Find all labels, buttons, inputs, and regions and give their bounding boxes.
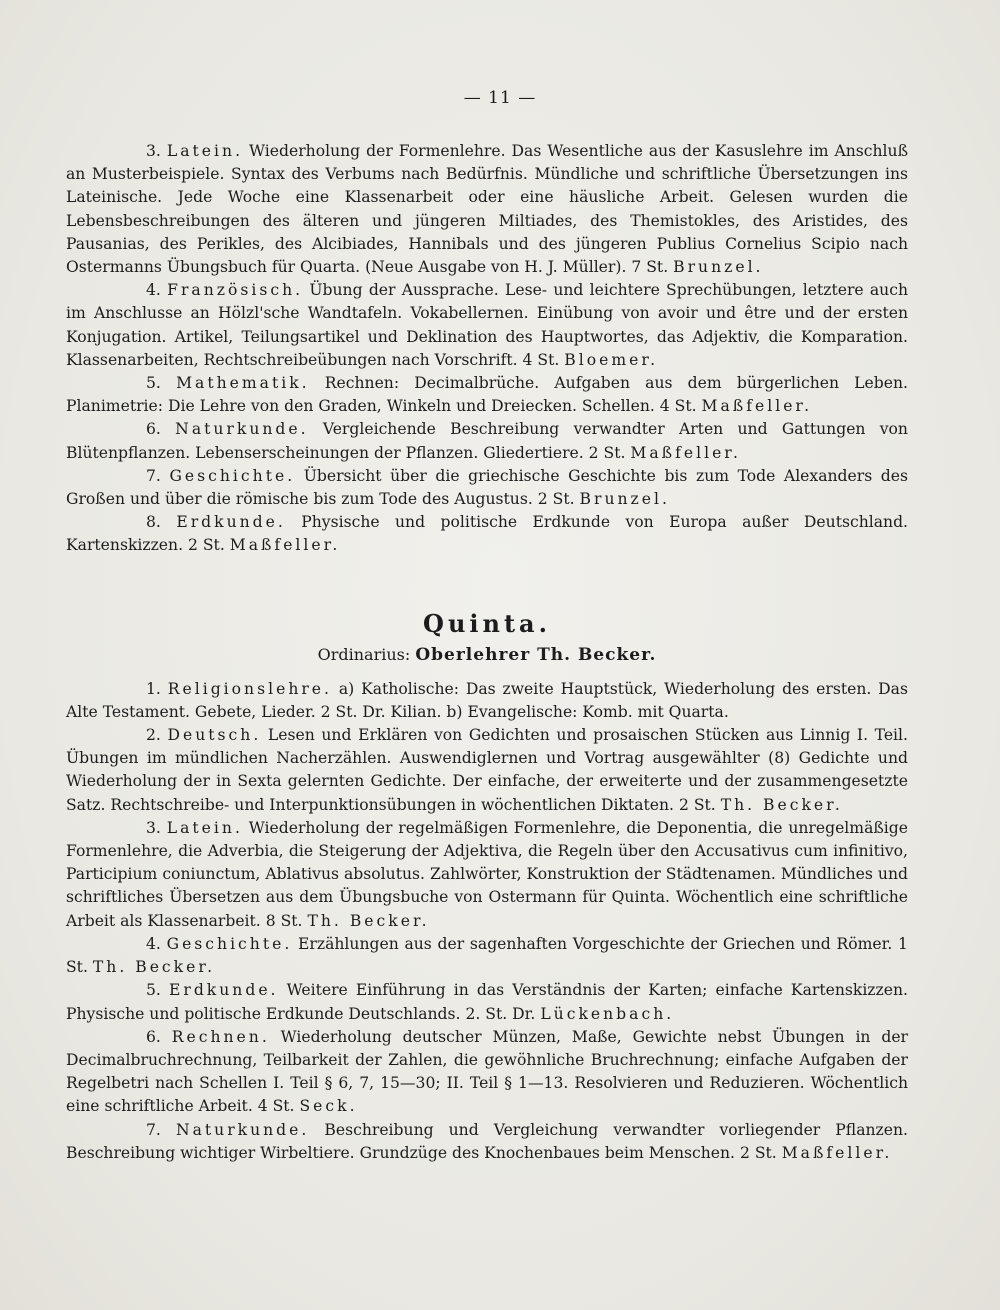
teacher-name: Lückenbach.: [540, 1004, 675, 1023]
ordinarius-label: Ordinarius:: [317, 644, 411, 664]
teacher-name: Maßfeller.: [781, 1143, 893, 1162]
subject-name: Latein.: [166, 818, 243, 837]
subject-name: Religionslehre.: [167, 679, 332, 698]
item-number: 4.: [146, 281, 161, 300]
curriculum-item: [66, 140, 908, 279]
subject-name: Rechnen.: [171, 1027, 270, 1046]
subject-name: Erdkunde.: [168, 981, 279, 1000]
curriculum-item: [66, 979, 908, 1025]
subject-name: Latein.: [166, 142, 244, 160]
subject-name: Französisch.: [167, 281, 304, 300]
item-text: Wiederholung deutscher Münzen, Maße, Gewichte nebst Übungen in der Decimalbruchrechnung, Teilbarkeit der Zahlen, die gewöhnliche Bruchrechnung; einfache Aufgaben der Regelbetri nach Schellen I. Teil § 6, 7, 15—30; II. Teil § 1—13. Resolvieren und Reduzieren. Wöchentlich eine schriftliche Arbeit. 4 St.: [66, 1027, 908, 1116]
item-text: Wiederholung der Formenlehre. Das Wesentliche aus der Kasuslehre im Anschluß an Musterbeispiele. Syntax des Verbums nach Bedürfnis. Mündliche und schriftliche Übersetzungen ins Lateinische. Jede Woche eine Klassenarbeit oder eine häusliche Arbeit. Gelesen wurden die Lebensbeschreibungen des älteren und jüngeren Miltiades, des Themistokles, des Aristides, des Pausanias, des Perikles, des Alcibiades, Hannibals und des jüngeren Publius Cornelius Scipio nach Ostermanns Übungsbuch für Quarta. (Neue Ausgabe von H. J. Müller). 7 St.: [66, 142, 909, 277]
item-number: 6.: [146, 1027, 161, 1046]
item-text: Beschreibung und Vergleichung verwandter vorliegender Pflanzen. Beschreibung wichtiger Wirbeltiere. Grundzüge des Knochenbaues beim Menschen. 2 St.: [66, 1120, 908, 1162]
item-text: Rechnen: Decimalbrüche. Aufgaben aus dem bürgerlichen Leben. Planimetrie: Die Lehre von den Graden, Winkeln und Dreiecken. Schellen. 4 St.: [66, 374, 908, 416]
teacher-name: Brunzel.: [673, 258, 764, 277]
teacher-name: Th. Becker.: [307, 911, 430, 930]
item-number: 3.: [146, 818, 161, 837]
item-text: Übersicht über die griechische Geschichte bis zum Tode Alexanders des Großen und über die römische bis zum Tode des Augustus. 2 St.: [66, 466, 908, 509]
item-number: 7.: [146, 1120, 161, 1139]
item-number: 2.: [146, 726, 161, 745]
curriculum-item: [66, 678, 908, 724]
item-number: 8.: [146, 513, 161, 532]
curriculum-item: [66, 933, 908, 979]
item-number: 5.: [146, 981, 161, 1000]
item-text: Lesen und Erklären von Gedichten und prosaischen Stücken aus Linnig I. Teil. Übungen im mündlichen Nacherzählen. Auswendiglernen und Vortrag ausgewählter (8) Gedichte und Wiederholung der in Sexta gelernten Gedichte. Der einfache, der erweiterte und der zusammengesetzte Satz. Rechtschreibe- und Interpunktionsübungen in wöchentlichen Diktaten. 2 St.: [66, 726, 908, 814]
item-text: Übung der Aussprache. Lese- und leichtere Sprechübungen, letztere auch im Anschlusse an Hölzl'sche Wandtafeln. Vokabellernen. Einübung von avoir und être und der ersten Konjugation. Artikel, Teilungsartikel und Deklination des Hauptwortes, das Adjektiv, die Komparation. Klassenarbeiten, Rechtschreibeübungen nach Vorschrift. 4 St.: [66, 281, 908, 369]
teacher-name: Th. Becker.: [92, 958, 216, 977]
subject-name: Naturkunde.: [175, 420, 309, 439]
teacher-name: Maßfeller.: [701, 397, 813, 416]
curriculum-item: [66, 279, 908, 372]
item-text: Erzählungen aus der sagenhaften Vorgeschichte der Griechen und Römer. 1 St.: [66, 934, 908, 977]
curriculum-item: [66, 817, 908, 933]
item-text: a) Katholische: Das zweite Hauptstück, Wiederholung des ersten. Das Alte Testament. Gebete, Lieder. 2 St. Dr. Kilian. b) Evangelische: Komb. mit Quarta.: [66, 679, 908, 721]
text-body: [66, 140, 908, 1165]
curriculum-item: [66, 511, 908, 557]
item-number: 6.: [146, 420, 161, 439]
curriculum-item: [66, 418, 908, 464]
teacher-name: Brunzel.: [579, 490, 670, 509]
quarta-section: [66, 140, 908, 558]
subject-name: Geschichte.: [166, 934, 293, 953]
curriculum-item: [66, 1026, 908, 1119]
page-number: — 11 —: [463, 88, 537, 108]
item-text: Vergleichende Beschreibung verwandter Arten und Gattungen von Blütenpflanzen. Lebenserscheinungen der Pflanzen. Gliedertiere. 2 St.: [66, 420, 908, 462]
item-text: Wiederholung der regelmäßigen Formenlehre, die Deponentia, die unregelmäßige Formenlehre, die Adverbia, die Steigerung der Adjektiva, die Regeln über den Accusativus cum infinitivo, Participium coniunctum, Ablativus absolutus. Zahlwörter, Konstruktion der Städtenamen. Mündliches und schriftliches Übersetzen aus dem Übungsbuche von Ostermann für Quinta. Wöchentlich eine schriftliche Arbeit als Klassenarbeit. 8 St.: [66, 818, 908, 930]
quinta-section: [66, 678, 908, 1165]
curriculum-item: [66, 372, 908, 418]
subject-name: Mathematik.: [176, 374, 310, 393]
subject-name: Erdkunde.: [176, 513, 286, 532]
teacher-name: Seck.: [299, 1097, 358, 1116]
teacher-name: Maßfeller.: [630, 443, 742, 462]
item-number: 5.: [146, 374, 161, 393]
section-title: Quinta.: [423, 608, 551, 638]
subject-name: Deutsch.: [167, 726, 262, 745]
curriculum-item: [66, 724, 908, 817]
teacher-name: Bloemer.: [564, 350, 659, 369]
curriculum-item: [66, 465, 908, 511]
teacher-name: Maßfeller.: [229, 536, 341, 555]
ordinarius-line: [66, 642, 908, 668]
item-number: 4.: [146, 934, 161, 953]
subject-name: Geschichte.: [169, 466, 296, 485]
subject-name: Naturkunde.: [175, 1120, 310, 1139]
item-number: 3.: [146, 142, 161, 160]
item-text: Physische und politische Erdkunde von Europa außer Deutschland. Kartenskizzen. 2 St.: [66, 513, 909, 555]
curriculum-item: [66, 1119, 908, 1165]
ordinarius-name: Oberlehrer Th. Becker.: [415, 644, 657, 665]
item-text: Weitere Einführung in das Verständnis der Karten; einfache Kartenskizzen. Physische und politische Erdkunde Deutschlands. 2. St. Dr.: [66, 981, 908, 1023]
teacher-name: Th. Becker.: [720, 795, 843, 814]
item-number: 7.: [146, 466, 161, 485]
item-number: 1.: [146, 679, 161, 698]
